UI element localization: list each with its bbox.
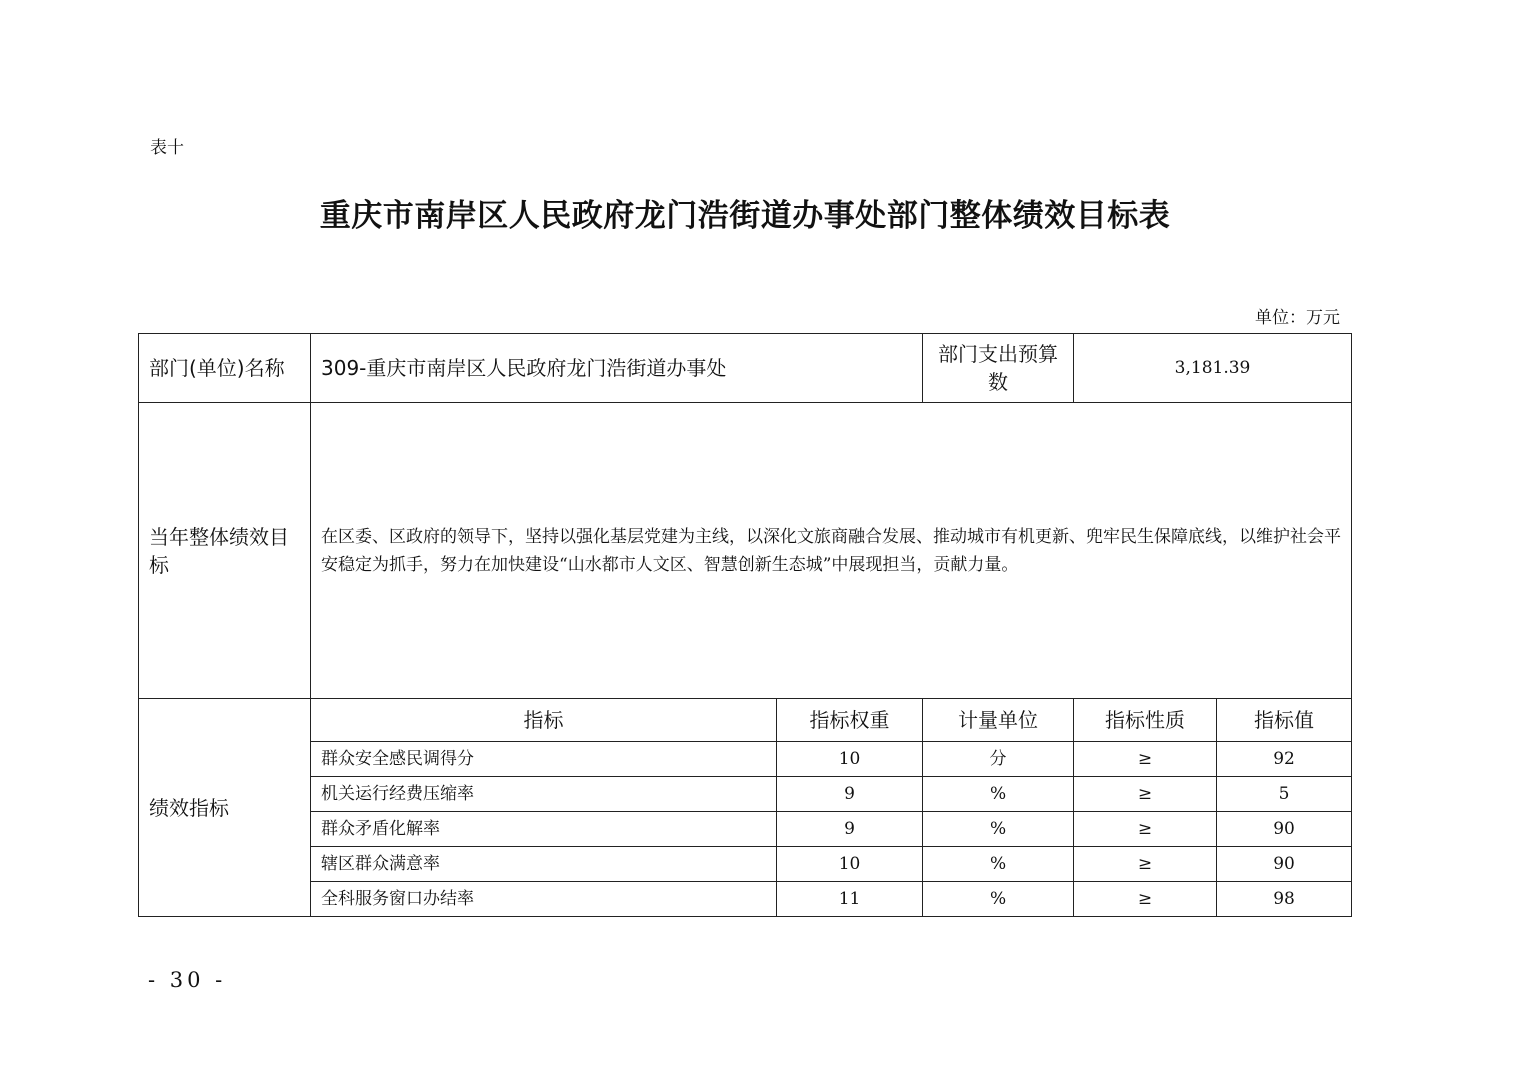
header-value: 指标值 [1217, 699, 1352, 742]
table-row [139, 742, 1352, 777]
indicator-nature: ≥ [1074, 847, 1217, 882]
indicator-name: 机关运行经费压缩率 [311, 777, 777, 812]
budget-label: 部门支出预算数 [923, 334, 1074, 403]
indicator-nature: ≥ [1074, 882, 1217, 917]
table-row [139, 847, 1352, 882]
indicator-value: 90 [1217, 812, 1352, 847]
table-row [139, 882, 1352, 917]
indicator-value: 98 [1217, 882, 1352, 917]
indicator-name: 辖区群众满意率 [311, 847, 777, 882]
goal-text: 在区委、区政府的领导下，坚持以强化基层党建为主线，以深化文旅商融合发展、推动城市有机更新、兜牢民生保障底线，以维护社会平安稳定为抓手，努力在加快建设“山水都市人文区、智慧创新生态城”中展现担当，贡献力量。 [311, 403, 1352, 699]
goal-row [139, 403, 1352, 699]
indicator-header-row [139, 699, 1352, 742]
indicator-nature: ≥ [1074, 777, 1217, 812]
page-number: - 30 - [148, 968, 227, 992]
dept-name-value: 309-重庆市南岸区人民政府龙门浩街道办事处 [311, 334, 923, 403]
indicator-weight: 10 [777, 847, 923, 882]
indicator-unit: % [923, 847, 1074, 882]
indicator-name: 群众安全感民调得分 [311, 742, 777, 777]
indicator-weight: 11 [777, 882, 923, 917]
header-nature: 指标性质 [1074, 699, 1217, 742]
indicator-unit: % [923, 777, 1074, 812]
indicators-label: 绩效指标 [139, 699, 311, 917]
unit-note: 单位：万元 [1255, 308, 1340, 328]
header-indicator: 指标 [311, 699, 777, 742]
table-row [139, 812, 1352, 847]
indicator-unit: 分 [923, 742, 1074, 777]
indicator-weight: 9 [777, 777, 923, 812]
indicator-weight: 9 [777, 812, 923, 847]
header-weight: 指标权重 [777, 699, 923, 742]
performance-target-table [138, 333, 1352, 917]
table-row [139, 777, 1352, 812]
table-label: 表十 [150, 138, 184, 158]
indicator-unit: % [923, 882, 1074, 917]
goal-label: 当年整体绩效目标 [139, 403, 311, 699]
indicator-value: 5 [1217, 777, 1352, 812]
dept-row [139, 334, 1352, 403]
indicator-nature: ≥ [1074, 742, 1217, 777]
indicator-unit: % [923, 812, 1074, 847]
indicator-value: 90 [1217, 847, 1352, 882]
indicator-name: 全科服务窗口办结率 [311, 882, 777, 917]
indicator-name: 群众矛盾化解率 [311, 812, 777, 847]
budget-value: 3,181.39 [1074, 334, 1352, 403]
indicator-weight: 10 [777, 742, 923, 777]
indicator-value: 92 [1217, 742, 1352, 777]
dept-name-label: 部门(单位)名称 [139, 334, 311, 403]
indicator-nature: ≥ [1074, 812, 1217, 847]
document-title: 重庆市南岸区人民政府龙门浩街道办事处部门整体绩效目标表 [319, 198, 1171, 234]
header-unit: 计量单位 [923, 699, 1074, 742]
